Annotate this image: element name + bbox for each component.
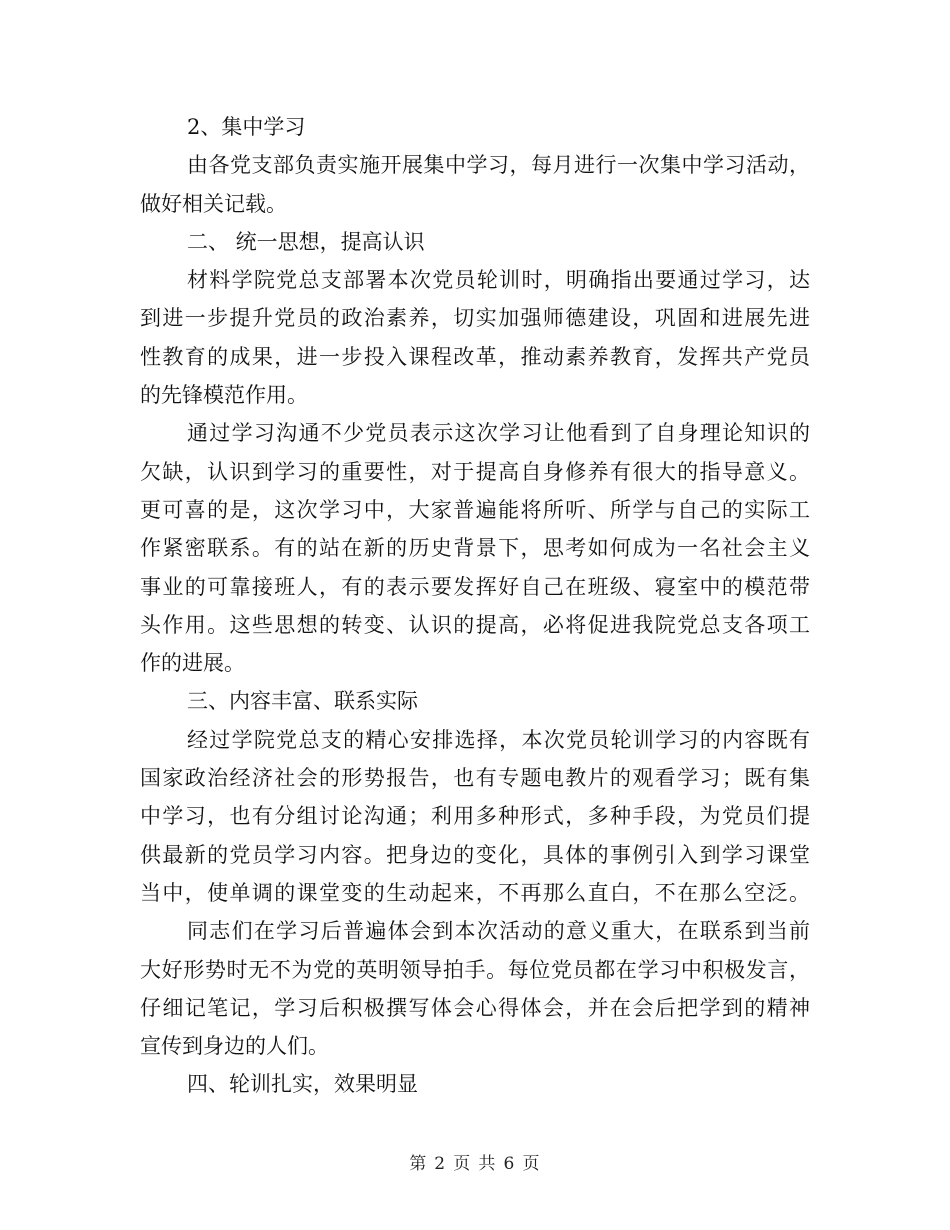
paragraph-line: 材料学院党总支部署本次党员轮训时，明确指出要通过学习，达 xyxy=(187,268,810,293)
paragraph-line: 作的进展。 xyxy=(140,651,245,676)
paragraph-line: 同志们在学习后普遍体会到本次活动的意义重大，在联系到当前 xyxy=(187,919,810,944)
paragraph-line: 大好形势时无不为党的英明领导拍手。每位党员都在学习中积极发言， xyxy=(140,957,810,982)
paragraph-line: 中学习，也有分组讨论沟通；利用多种形式，多种手段，为党员们提 xyxy=(140,804,810,829)
paragraph-line: 通过学习沟通不少党员表示这次学习让他看到了自身理论知识的 xyxy=(187,421,810,446)
paragraph-line: 由各党支部负责实施开展集中学习，每月进行一次集中学习活动， xyxy=(187,153,810,178)
section-heading: 三、内容丰富、联系实际 xyxy=(187,689,418,714)
paragraph-line: 头作用。这些思想的转变、认识的提高，必将促进我院党总支各项工 xyxy=(140,612,810,637)
paragraph-line: 作紧密联系。有的站在新的历史背景下，思考如何成为一名社会主义 xyxy=(140,536,810,561)
paragraph-line: 更可喜的是，这次学习中，大家普遍能将所听、所学与自己的实际工 xyxy=(140,497,810,522)
paragraph-line: 经过学院党总支的精心安排选择，本次党员轮训学习的内容既有 xyxy=(187,727,810,752)
paragraph-line: 的先锋模范作用。 xyxy=(140,383,308,408)
paragraph-line: 欠缺，认识到学习的重要性，对于提高自身修养有很大的指导意义。 xyxy=(140,459,810,484)
paragraph-line: 宣传到身边的人们。 xyxy=(140,1034,329,1059)
paragraph-line: 仔细记笔记，学习后积极撰写体会心得体会，并在会后把学到的精神 xyxy=(140,995,810,1020)
section-heading: 四、轮训扎实，效果明显 xyxy=(187,1072,418,1097)
paragraph-line: 供最新的党员学习内容。把身边的变化，具体的事例引入到学习课堂 xyxy=(140,842,810,867)
paragraph-line: 性教育的成果，进一步投入课程改革，推动素养教育，发挥共产党员 xyxy=(140,344,810,369)
document-body xyxy=(140,108,810,1104)
section-heading: 二、 统一思想，提高认识 xyxy=(187,229,425,254)
paragraph-line: 到进一步提升党员的政治素养，切实加强师德建设，巩固和进展先进 xyxy=(140,306,810,331)
paragraph-line: 国家政治经济社会的形势报告，也有专题电教片的观看学习；既有集 xyxy=(140,766,810,791)
paragraph-line: 做好相关记载。 xyxy=(140,191,287,216)
section-subheading: 2、集中学习 xyxy=(187,115,306,139)
page-number-footer: 第 2 页 共 6 页 xyxy=(409,1154,541,1174)
paragraph-line: 事业的可靠接班人，有的表示要发挥好自己在班级、寝室中的模范带 xyxy=(140,574,810,599)
paragraph-line: 当中，使单调的课堂变的生动起来，不再那么直白，不在那么空泛。 xyxy=(140,880,810,905)
